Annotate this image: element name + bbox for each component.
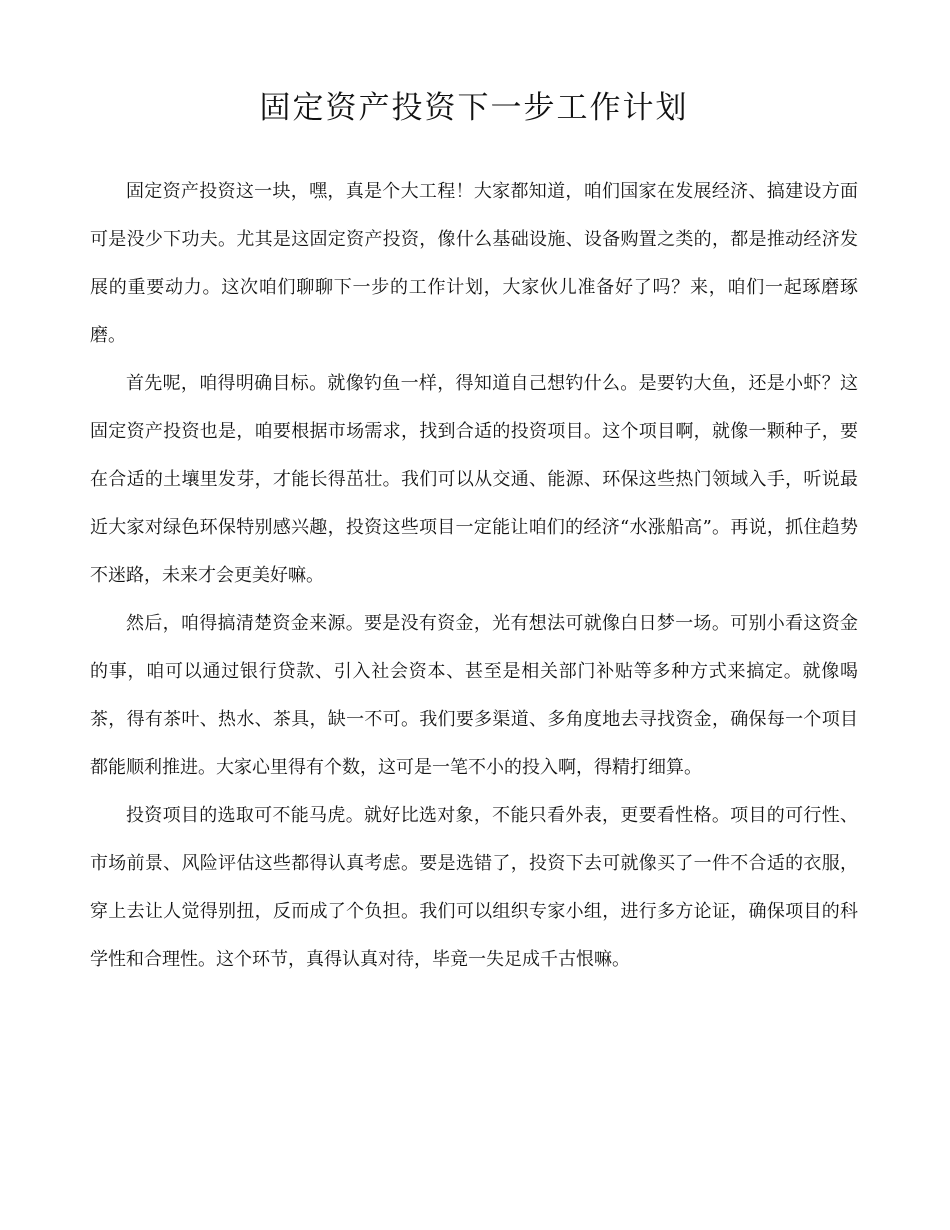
paragraph-project-selection: 投资项目的选取可不能马虎。就好比选对象，不能只看外表，更要看性格。项目的可行性、市场前景、风险评估这些都得认真考虑。要是选错了，投资下去可就像买了一件不合适的衣服，穿上去让人觉得别扭，反而成了个负担。我们可以组织专家小组，进行多方论证，确保项目的科学性和合理性。这个环节，真得认真对待，毕竟一失足成千古恨嘛。 — [90, 805, 858, 970]
paragraph-goals: 首先呢，咱得明确目标。就像钓鱼一样，得知道自己想钓什么。是要钓大鱼，还是小虾？这固定资产投资也是，咱要根据市场需求，找到合适的投资项目。这个项目啊，就像一颗种子，要在合适的土壤里发芽，才能长得茁壮。我们可以从交通、能源、环保这些热门领域入手，听说最近大家对绿色环保特别感兴趣，投资这些项目一定能让咱们的经济“水涨船高”。再说，抓住趋势不迷路，未来才会更美好嘛。 — [90, 373, 858, 586]
page-title: 固定资产投资下一步工作计划 — [259, 90, 689, 126]
paragraph-funding: 然后，咱得搞清楚资金来源。要是没有资金，光有想法可就像白日梦一场。可别小看这资金的事，咱可以通过银行贷款、引入社会资本、甚至是相关部门补贴等多种方式来搞定。就像喝茶，得有茶叶、热水、茶具，缺一不可。我们要多渠道、多角度地去寻找资金，确保每一个项目都能顺利推进。大家心里得有个数，这可是一笔不小的投入啊，得精打细算。 — [90, 613, 858, 778]
paragraph-intro: 固定资产投资这一块，嘿，真是个大工程！大家都知道，咱们国家在发展经济、搞建设方面可是没少下功夫。尤其是这固定资产投资，像什么基础设施、设备购置之类的，都是推动经济发展的重要动力。这次咱们聊聊下一步的工作计划，大家伙儿准备好了吗？来，咱们一起琢磨琢磨。 — [90, 181, 858, 346]
document-body — [90, 168, 858, 984]
